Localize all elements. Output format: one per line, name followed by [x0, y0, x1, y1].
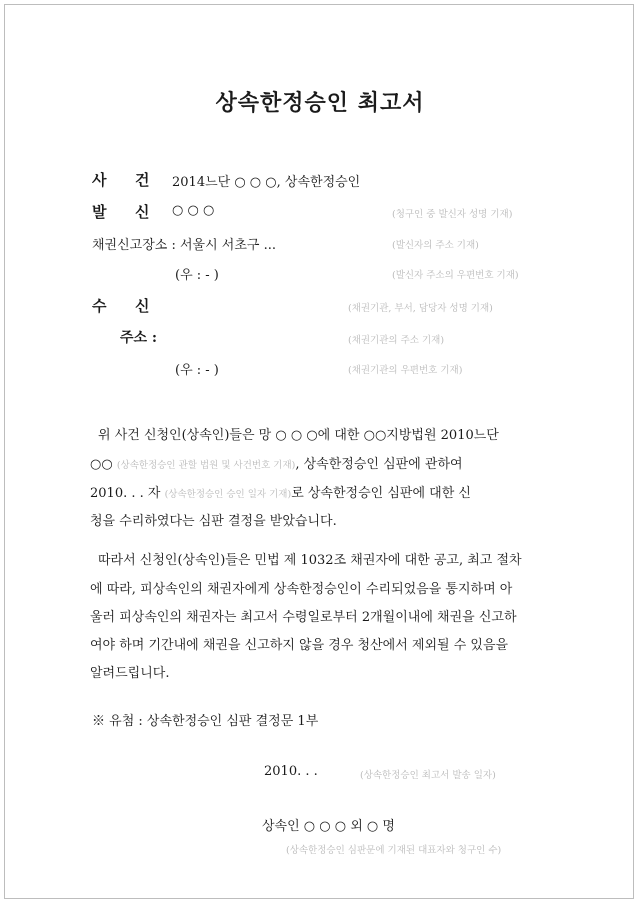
claim-place-label: 채권신고장소 : 서울시 서초구 ... [92, 238, 277, 253]
para2-line3: 울러 피상속인의 채권자는 최고서 수령일로부터 2개월이내에 채권을 신고하 [90, 610, 517, 625]
attachment-note: ※ 유첨 : 상속한정승인 심판 결정문 1부 [92, 714, 319, 729]
case-value: 2014느단 ○ ○ ○, 상속한정승인 [172, 175, 361, 190]
sender-postal: (우 : - ) [175, 268, 219, 283]
para2-line2: 에 따라, 피상속인의 채권자에게 상속한정승인이 수리되었음을 통지하며 아 [90, 582, 513, 597]
send-date: 2010. . . [264, 764, 318, 779]
send-date-hint: (상속한정승인 최고서 발송 일자) [360, 770, 496, 781]
para1-line4: 청을 수리하였다는 심판 결정을 받았습니다. [90, 514, 337, 529]
sender-value: ○ ○ ○ [172, 203, 215, 218]
para1-line1: 위 사건 신청인(상속인)들은 망 ○ ○ ○에 대한 ○○지방법원 2010느단 [98, 428, 499, 443]
sender-label-2: 신 [135, 203, 150, 221]
sender-label-1: 발 [92, 203, 107, 221]
para1-line3-b: 로 상속한정승인 심판에 대한 신 [291, 486, 471, 501]
recipient-address-hint: (채권기관의 주소 기재) [348, 335, 445, 346]
document-page [4, 4, 634, 899]
recipient-address-label: 주소 : [120, 330, 158, 346]
para1-line3-a: 2010. . . 자 [90, 486, 165, 501]
para2-line4: 여야 하며 기간내에 채권을 신고하지 않을 경우 청산에서 제외될 수 있음을 [90, 638, 509, 653]
case-label-2: 건 [135, 171, 150, 189]
sender-postal-hint: (발신자 주소의 우편번호 기재) [392, 270, 519, 281]
recipient-label-2: 신 [135, 297, 150, 315]
para1-line2-a: ○○ [90, 457, 117, 472]
para1-line3-hint: (상속한정승인 승인 일자 기재) [164, 489, 292, 500]
para1-line2-hint: (상속한정승인 관할 법원 및 사건번호 기재) [116, 460, 296, 471]
recipient-hint: (채권기관, 부서, 담당자 성명 기재) [348, 303, 493, 314]
claim-place-hint: (발신자의 주소 기재) [392, 240, 479, 251]
para2-line5: 알려드립니다. [90, 666, 170, 681]
recipient-label-1: 수 [92, 297, 107, 315]
heir-hint: (상속한정승인 심판문에 기재된 대표자와 청구인 수) [286, 845, 502, 856]
sender-hint: (청구인 중 발신자 성명 기재) [392, 209, 513, 220]
heir-signature: 상속인 ○ ○ ○ 외 ○ 명 [262, 819, 395, 834]
para1-line3 [90, 482, 471, 501]
case-label-1: 사 [92, 171, 107, 189]
para1-line2 [90, 453, 463, 472]
recipient-postal: (우 : - ) [175, 363, 219, 378]
document-title: 상속한정승인 최고서 [215, 90, 425, 116]
para2-line1: 따라서 신청인(상속인)들은 민법 제 1032조 채권자에 대한 공고, 최고 절차 [98, 553, 522, 568]
para1-line2-b: , 상속한정승인 심판에 관하여 [295, 457, 463, 472]
recipient-postal-hint: (채권기관의 우편번호 기재) [348, 365, 463, 376]
